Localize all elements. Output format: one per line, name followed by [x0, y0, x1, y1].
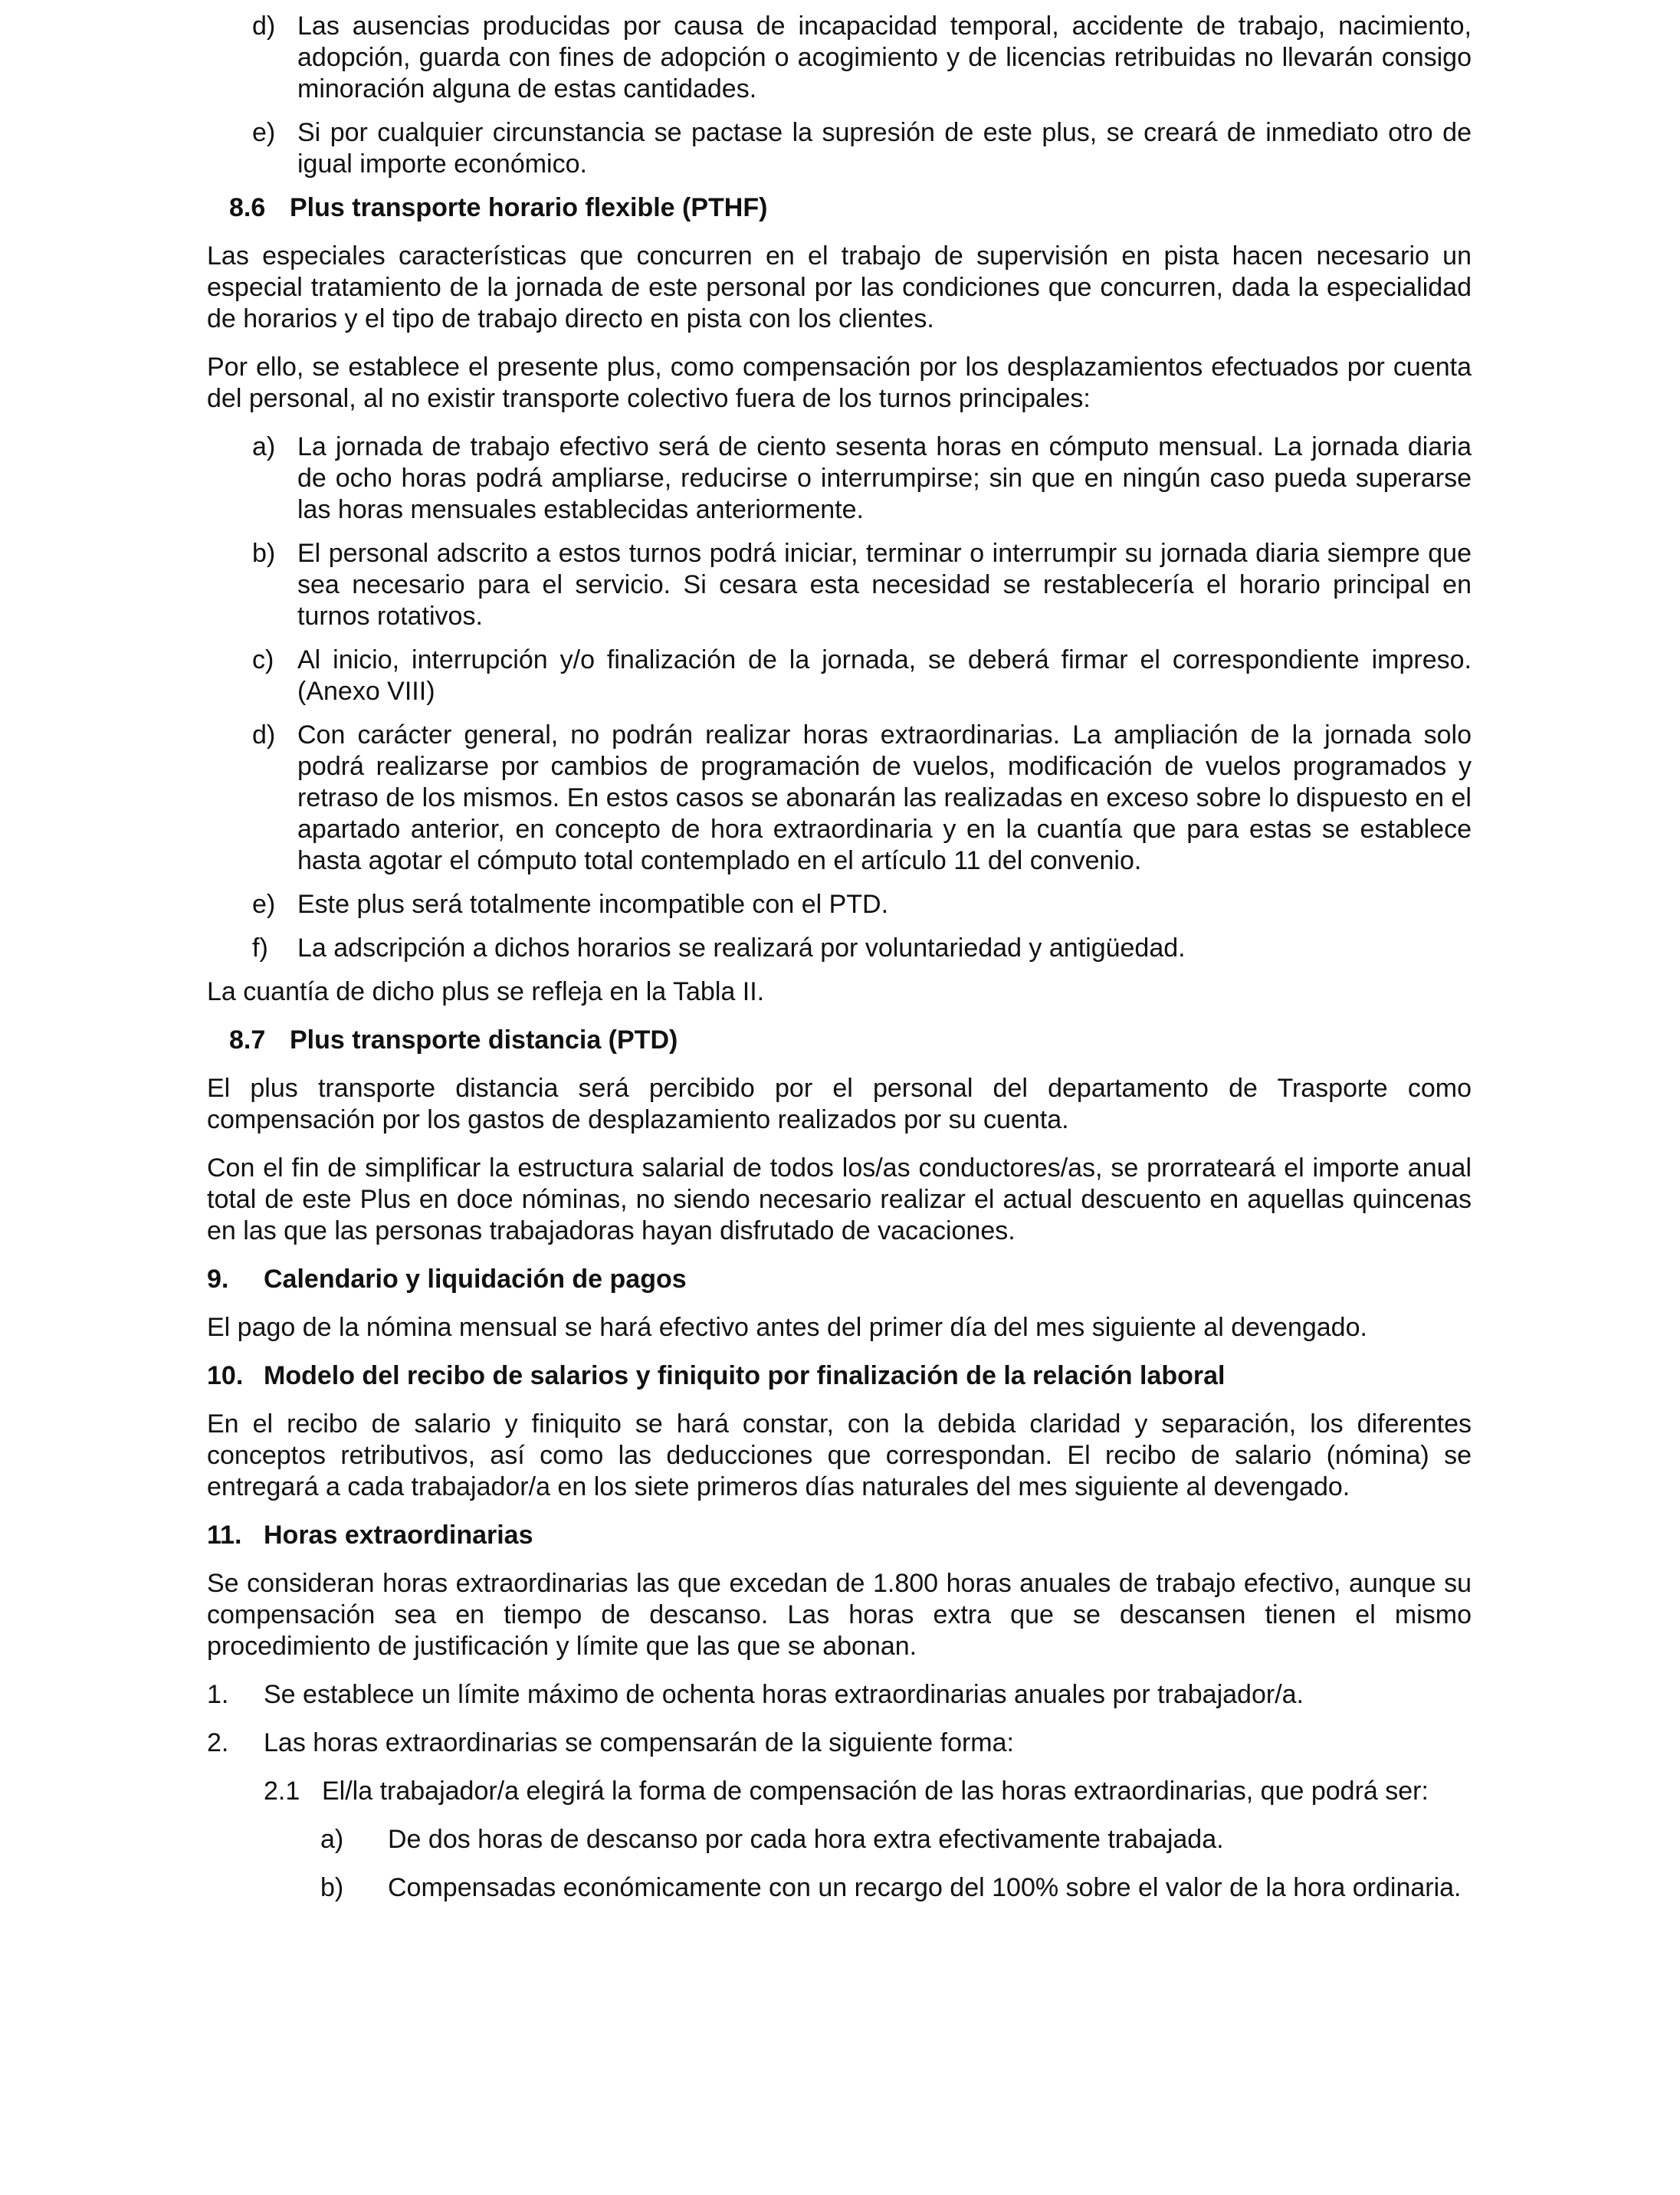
list-label: a): [320, 1825, 344, 1854]
list-item-8-6-f: [207, 933, 1472, 964]
list-text: Si por cualquier circunstancia se pactase la supresión de este plus, se creará de inmediato otro de igual importe económico.: [297, 118, 1472, 179]
section-number: 10.: [207, 1361, 244, 1390]
paragraph: Con el fin de simplificar la estructura salarial de todos los/as conductores/as, se prorrateará el importe anual total de este Plus en doce nóminas, no siendo necesario realizar el actual descuento en aquellas quincenas en las que las personas trabajadoras hayan disfrutado de vacaciones.: [207, 1153, 1472, 1245]
section-title: Plus transporte distancia (PTD): [290, 1025, 678, 1055]
section-title: Modelo del recibo de salarios y finiquito por finalización de la relación laboral: [264, 1361, 1226, 1390]
document-page: [207, 11, 1472, 1921]
list-label: 1.: [207, 1680, 229, 1709]
list-label: 2.: [207, 1728, 229, 1757]
paragraph: El pago de la nómina mensual se hará efectivo antes del primer día del mes siguiente al devengado.: [207, 1313, 1367, 1342]
section-number: 8.7: [229, 1025, 266, 1055]
list-text: Las ausencias producidas por causa de incapacidad temporal, accidente de trabajo, nacimiento, adopción, guarda con fines de adopción o acogimiento y de licencias retribuidas no llevarán consigo minoración alguna de estas cantidades.: [297, 11, 1472, 103]
list-item-8-6-e: [207, 889, 1472, 920]
paragraph: Por ello, se establece el presente plus, como compensación por los desplazamientos efectuados por cuenta del personal, al no existir transporte colectivo fuera de los turnos principales:: [207, 353, 1472, 413]
list-label: 2.1: [264, 1777, 300, 1806]
list-label: b): [252, 539, 276, 568]
section-heading-10: [207, 1360, 1472, 1392]
list-item-8-6-c: [207, 645, 1472, 707]
section-number: 9.: [207, 1265, 229, 1294]
paragraph: Se consideran horas extraordinarias las que excedan de 1.800 horas anuales de trabajo efectivo, aunque su compensación sea en tiempo de descanso. Las horas extra que se descansen tienen el mismo procedimiento de justificación y límite que las que se abonan.: [207, 1569, 1472, 1661]
list-item-8-6-a: [207, 431, 1472, 526]
list-text: Este plus será totalmente incompatible con el PTD.: [297, 890, 889, 919]
list-item-top-d: [207, 11, 1472, 105]
list-text: La jornada de trabajo efectivo será de ciento sesenta horas en cómputo mensual. La jornada diaria de ocho horas podrá ampliarse, reducirse o interrumpirse; sin que en ningún caso pueda superarse las horas mensuales establecidas anteriormente.: [297, 432, 1472, 524]
section-title: Calendario y liquidación de pagos: [264, 1265, 687, 1294]
list-text: Al inicio, interrupción y/o finalización de la jornada, se deberá firmar el correspondiente impreso. (Anexo VIII): [297, 645, 1472, 706]
list-text: Con carácter general, no podrán realizar horas extraordinarias. La ampliación de la jornada solo podrá realizarse por cambios de programación de vuelos, modificación de vuelos programados y retraso de los mismos. En estos casos se abonarán las realizadas en exceso sobre lo dispuesto en el apartado anterior, en concepto de hora extraordinaria y en la cuantía que para estas se establece hasta agotar el cómputo total contemplado en el artículo 11 del convenio.: [297, 720, 1472, 875]
section-number: 11.: [207, 1521, 242, 1550]
paragraph: En el recibo de salario y finiquito se hará constar, con la debida claridad y separación, los diferentes conceptos retributivos, así como las deducciones que correspondan. El recibo de salario (nómina) se entregará a cada trabajador/a en los siete primeros días naturales del mes siguiente al devengado.: [207, 1409, 1472, 1501]
section-heading-8-6: [229, 192, 1472, 224]
list-item-top-e: [207, 117, 1472, 180]
section-number: 8.6: [229, 193, 266, 222]
list-label: f): [252, 933, 268, 963]
list-text: Se establece un límite máximo de ochenta horas extraordinarias anuales por trabajador/a.: [264, 1680, 1304, 1709]
list-text: El personal adscrito a estos turnos podrá iniciar, terminar o interrumpir su jornada diaria siempre que sea necesario para el servicio. Si cesara esta necesidad se restablecería el horario principal en turnos rotativos.: [297, 539, 1472, 631]
list-item-11-1: [207, 1679, 1472, 1711]
list-text: Las horas extraordinarias se compensarán de la siguiente forma:: [264, 1728, 1014, 1757]
list-item-11-2: [207, 1727, 1472, 1759]
list-text: La adscripción a dichos horarios se realizará por voluntariedad y antigüedad.: [297, 933, 1186, 963]
paragraph: La cuantía de dicho plus se refleja en la Tabla II.: [207, 977, 765, 1006]
list-label: d): [252, 720, 276, 750]
list-label: c): [252, 645, 274, 674]
list-item-8-6-d: [207, 720, 1472, 877]
list-item-11-2-1-a: [207, 1824, 1472, 1855]
section-heading-11: [207, 1520, 1472, 1551]
list-label: a): [252, 432, 276, 461]
list-text: De dos horas de descanso por cada hora extra efectivamente trabajada.: [388, 1825, 1224, 1854]
list-label: e): [252, 890, 276, 919]
list-text: El/la trabajador/a elegirá la forma de compensación de las horas extraordinarias, que podrá ser:: [322, 1777, 1429, 1806]
section-heading-8-7: [229, 1025, 1472, 1056]
paragraph: El plus transporte distancia será percibido por el personal del departamento de Trasporte como compensación por los gastos de desplazamiento realizados por su cuenta.: [207, 1074, 1472, 1134]
list-label: d): [252, 11, 276, 41]
list-item-11-2-1: [207, 1776, 1472, 1807]
paragraph: Las especiales características que concurren en el trabajo de supervisión en pista hacen necesario un especial tratamiento de la jornada de este personal por las condiciones que concurren, dada la especialidad de horarios y el tipo de trabajo directo en pista con los clientes.: [207, 241, 1472, 333]
list-label: e): [252, 118, 276, 147]
section-title: Horas extraordinarias: [264, 1521, 533, 1550]
list-item-11-2-1-b: [207, 1872, 1472, 1904]
list-text: Compensadas económicamente con un recargo del 100% sobre el valor de la hora ordinaria.: [388, 1873, 1462, 1902]
list-item-8-6-b: [207, 538, 1472, 632]
list-label: b): [320, 1873, 344, 1902]
section-title: Plus transporte horario flexible (PTHF): [290, 193, 768, 222]
section-heading-9: [207, 1264, 1472, 1295]
